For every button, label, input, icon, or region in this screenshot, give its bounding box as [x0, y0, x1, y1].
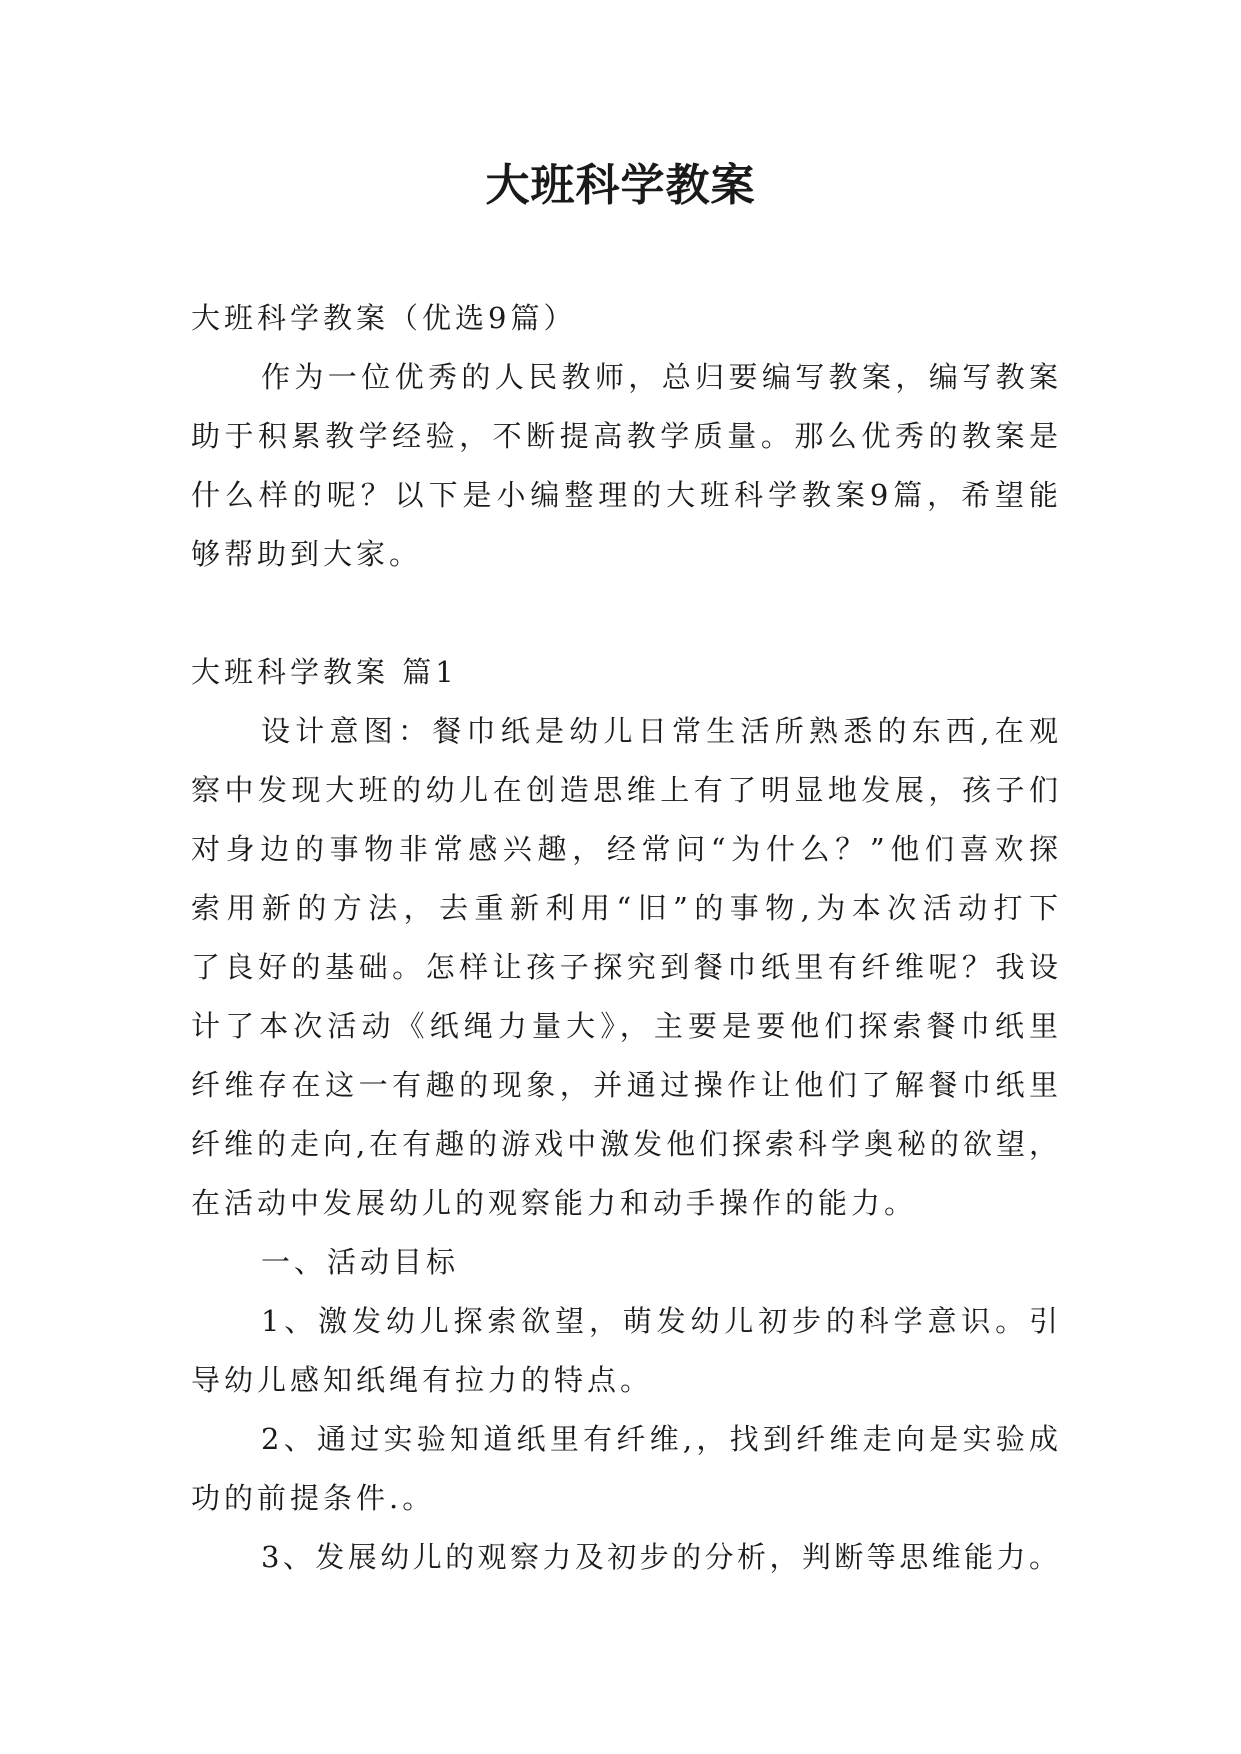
blank-line [191, 584, 1058, 643]
paragraph-line: 3、发展幼儿的观察力及初步的分析，判断等思维能力。 [261, 1540, 1058, 1574]
objective-item-2 [191, 1410, 1058, 1528]
intro-paragraph [191, 348, 1058, 584]
paragraph-line: 在活动中发展幼儿的观察能力和动手操作的能力。 [191, 1186, 918, 1220]
section-heading: 大班科学教案 篇1 [191, 655, 458, 689]
paragraph-line: 什么样的呢？以下是小编整理的大班科学教案9篇，希望能 [191, 478, 1058, 512]
paragraph-line: 设计意图：餐巾纸是幼儿日常生活所熟悉的东西,在观 [261, 714, 1058, 748]
paragraph-line: 导幼儿感知纸绳有拉力的特点。 [191, 1363, 654, 1397]
paragraph-line: 够帮助到大家。 [191, 537, 423, 571]
paragraph-line: 察中发现大班的幼儿在创造思维上有了明显地发展，孩子们 [191, 773, 1058, 807]
paragraph-line: 纤维的走向,在有趣的游戏中激发他们探索科学奥秘的欲望， [191, 1127, 1058, 1161]
objectives-heading: 一、活动目标 [261, 1245, 460, 1279]
document-title: 大班科学教案 [485, 160, 756, 211]
paragraph-line: 作为一位优秀的人民教师，总归要编写教案，编写教案 [261, 360, 1058, 394]
paragraph-line: 计了本次活动《纸绳力量大》，主要是要他们探索餐巾纸里 [191, 1009, 1058, 1043]
paragraph-line: 1、激发幼儿探索欲望，萌发幼儿初步的科学意识。引 [261, 1304, 1058, 1338]
design-intent-paragraph [191, 702, 1058, 1233]
objective-item-1 [191, 1292, 1058, 1410]
paragraph-line: 助于积累教学经验，不断提高教学质量。那么优秀的教案是 [191, 419, 1058, 453]
paragraph-line: 了良好的基础。怎样让孩子探究到餐巾纸里有纤维呢？我设 [191, 950, 1058, 984]
paragraph-line: 索用新的方法，去重新利用“旧”的事物,为本次活动打下 [191, 891, 1058, 925]
paragraph-line: 2、通过实验知道纸里有纤维,，找到纤维走向是实验成 [261, 1422, 1058, 1456]
objective-item-3 [191, 1528, 1058, 1587]
paragraph-line: 纤维存在这一有趣的现象，并通过操作让他们了解餐巾纸里 [191, 1068, 1058, 1102]
document-body [191, 289, 1058, 1587]
paragraph-line: 对身边的事物非常感兴趣，经常问“为什么？”他们喜欢探 [191, 832, 1058, 866]
document-subtitle: 大班科学教案（优选9篇） [191, 301, 577, 335]
paragraph-line: 功的前提条件.。 [191, 1481, 436, 1515]
